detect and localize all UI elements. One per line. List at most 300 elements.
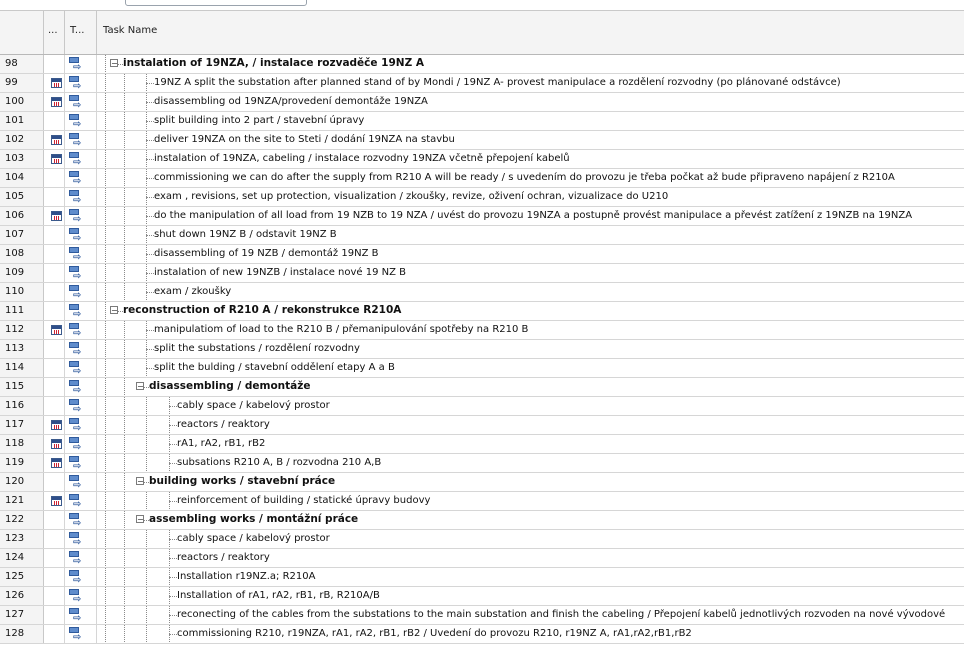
- collapse-toggle-icon[interactable]: −: [111, 59, 118, 68]
- task-row[interactable]: [0, 587, 964, 606]
- row-task-name-cell[interactable]: [97, 549, 964, 567]
- row-id: 121: [5, 495, 25, 506]
- auto-scheduled-task-icon: ⇨: [69, 190, 86, 205]
- row-id: 106: [5, 210, 25, 221]
- row-task-mode-cell[interactable]: [65, 606, 97, 624]
- task-grid: [0, 10, 964, 658]
- tree-line: [105, 359, 107, 377]
- tree-connector: [146, 178, 154, 180]
- task-row[interactable]: [0, 169, 964, 188]
- tree-line: [146, 606, 148, 624]
- task-name: split building into 2 part / stavební úpravy: [154, 115, 365, 126]
- row-task-mode-cell[interactable]: [65, 93, 97, 111]
- task-name: commissioning R210, r19NZA, rA1, rA2, rB1, rB2 / Uvedení do provozu R210, r19NZ A, rA1,rA2,rB1,rB2: [177, 628, 692, 639]
- row-task-mode-cell[interactable]: [65, 131, 97, 149]
- tree-line: [105, 454, 107, 472]
- row-id-cell[interactable]: [0, 226, 44, 244]
- row-task-mode-cell[interactable]: [65, 169, 97, 187]
- collapse-toggle-icon[interactable]: −: [137, 382, 144, 391]
- calendar-constraint-icon: [51, 325, 62, 335]
- tree-line: [105, 150, 107, 168]
- task-row[interactable]: [0, 55, 964, 74]
- row-id-cell[interactable]: [0, 454, 44, 472]
- row-task-name-cell[interactable]: [97, 188, 964, 206]
- row-task-mode-cell[interactable]: [65, 378, 97, 396]
- task-name: exam , revisions, set up protection, visualization / zkoušky, revize, oživení ochran, vizualizace do U210: [154, 191, 669, 202]
- row-indicator-cell: [44, 511, 65, 529]
- task-name: cably space / kabelový prostor: [177, 533, 330, 544]
- tree-line: [124, 340, 126, 358]
- header-task-name-label: Task Name: [103, 25, 158, 36]
- row-task-mode-cell[interactable]: [65, 207, 97, 225]
- tree-line: [124, 150, 126, 168]
- auto-scheduled-task-icon: ⇨: [69, 76, 86, 91]
- auto-scheduled-task-icon: ⇨: [69, 228, 86, 243]
- toolbar-strip: [0, 0, 964, 10]
- tree-connector: [169, 501, 177, 503]
- row-id: 115: [5, 381, 25, 392]
- row-task-name-cell[interactable]: [97, 226, 964, 244]
- task-row[interactable]: [0, 359, 964, 378]
- tree-connector: [146, 121, 154, 123]
- row-task-name-cell[interactable]: [97, 131, 964, 149]
- row-task-name-cell[interactable]: [97, 530, 964, 548]
- auto-scheduled-task-icon: ⇨: [69, 266, 86, 281]
- header-indicators[interactable]: [44, 11, 65, 54]
- collapse-toggle-icon[interactable]: −: [137, 515, 144, 524]
- row-task-name-cell[interactable]: [97, 340, 964, 358]
- row-task-name-cell[interactable]: [97, 207, 964, 225]
- row-id-cell[interactable]: [0, 93, 44, 111]
- row-indicator-cell: [44, 226, 65, 244]
- row-id: 123: [5, 533, 25, 544]
- task-row[interactable]: [0, 473, 964, 492]
- task-row[interactable]: [0, 131, 964, 150]
- task-name: split the substations / rozdělení rozvodny: [154, 343, 360, 354]
- row-id-cell[interactable]: [0, 473, 44, 491]
- row-task-mode-cell[interactable]: [65, 283, 97, 301]
- auto-scheduled-task-icon: ⇨: [69, 570, 86, 585]
- calendar-constraint-icon: [51, 154, 62, 164]
- row-task-mode-cell[interactable]: [65, 55, 97, 73]
- row-id: 104: [5, 172, 25, 183]
- row-id-cell[interactable]: [0, 340, 44, 358]
- header-select-all[interactable]: [0, 11, 44, 54]
- task-row[interactable]: [0, 226, 964, 245]
- tree-line: [124, 112, 126, 130]
- row-task-name-cell[interactable]: [97, 169, 964, 187]
- row-id-cell[interactable]: [0, 378, 44, 396]
- task-name: cably space / kabelový prostor: [177, 400, 330, 411]
- tree-line: [105, 245, 107, 263]
- tree-line: [124, 473, 126, 491]
- row-task-mode-cell[interactable]: [65, 454, 97, 472]
- row-indicator-cell: [44, 530, 65, 548]
- row-task-name-cell[interactable]: [97, 112, 964, 130]
- row-task-name-cell[interactable]: [97, 435, 964, 453]
- row-id-cell[interactable]: [0, 492, 44, 510]
- row-id-cell[interactable]: [0, 549, 44, 567]
- auto-scheduled-task-icon: ⇨: [69, 342, 86, 357]
- header-task-name[interactable]: [97, 11, 964, 54]
- row-id-cell[interactable]: [0, 55, 44, 73]
- row-task-mode-cell[interactable]: [65, 397, 97, 415]
- row-task-name-cell[interactable]: [97, 55, 964, 73]
- tree-line: [105, 473, 107, 491]
- task-name: 19NZ A split the substation after planned stand of by Mondi / 19NZ A- provest manipulace a rozdělení rozvodny (po plánované odstávce): [154, 77, 841, 88]
- row-task-mode-cell[interactable]: [65, 302, 97, 320]
- row-task-mode-cell[interactable]: [65, 340, 97, 358]
- row-id-cell[interactable]: [0, 188, 44, 206]
- tree-connector: [146, 368, 154, 370]
- collapse-toggle-icon[interactable]: −: [111, 306, 118, 315]
- row-id-cell[interactable]: [0, 112, 44, 130]
- task-row[interactable]: [0, 264, 964, 283]
- row-id-cell[interactable]: [0, 264, 44, 282]
- calendar-constraint-icon: [51, 97, 62, 107]
- tree-connector: [169, 463, 177, 465]
- row-task-mode-cell[interactable]: [65, 226, 97, 244]
- task-row[interactable]: [0, 321, 964, 340]
- row-id-cell[interactable]: [0, 511, 44, 529]
- auto-scheduled-task-icon: ⇨: [69, 399, 86, 414]
- row-task-mode-cell[interactable]: [65, 74, 97, 92]
- row-id-cell[interactable]: [0, 321, 44, 339]
- task-row[interactable]: [0, 150, 964, 169]
- tree-connector: [146, 159, 154, 161]
- toolbar-dropdown[interactable]: [125, 0, 307, 6]
- task-row[interactable]: [0, 416, 964, 435]
- row-task-name-cell[interactable]: [97, 150, 964, 168]
- row-task-mode-cell[interactable]: [65, 549, 97, 567]
- task-name: Installation r19NZ.a; R210A: [177, 571, 316, 582]
- tree-line: [105, 492, 107, 510]
- tree-connector: [169, 596, 177, 598]
- task-row[interactable]: [0, 454, 964, 473]
- row-task-mode-cell[interactable]: [65, 150, 97, 168]
- row-id-cell[interactable]: [0, 131, 44, 149]
- row-task-mode-cell[interactable]: [65, 473, 97, 491]
- task-name: exam / zkoušky: [154, 286, 232, 297]
- auto-scheduled-task-icon: ⇨: [69, 437, 86, 452]
- row-id-cell[interactable]: [0, 245, 44, 263]
- row-indicator-cell: [44, 131, 65, 149]
- tree-connector: [146, 254, 154, 256]
- row-indicator-cell: [44, 150, 65, 168]
- row-task-mode-cell[interactable]: [65, 492, 97, 510]
- row-id: 99: [5, 77, 18, 88]
- row-id-cell[interactable]: [0, 587, 44, 605]
- tree-line: [124, 169, 126, 187]
- header-indicators-label: ...: [48, 25, 58, 36]
- tree-connector: [169, 615, 177, 617]
- task-row[interactable]: [0, 74, 964, 93]
- row-id-cell[interactable]: [0, 302, 44, 320]
- row-task-name-cell[interactable]: [97, 625, 964, 643]
- tree-line: [105, 112, 107, 130]
- task-row[interactable]: [0, 283, 964, 302]
- task-row[interactable]: [0, 549, 964, 568]
- tree-line: [124, 131, 126, 149]
- row-task-mode-cell[interactable]: [65, 625, 97, 643]
- row-id: 103: [5, 153, 25, 164]
- row-id-cell[interactable]: [0, 568, 44, 586]
- auto-scheduled-task-icon: ⇨: [69, 95, 86, 110]
- row-id: 111: [5, 305, 25, 316]
- row-task-name-cell[interactable]: [97, 264, 964, 282]
- task-row[interactable]: [0, 302, 964, 321]
- task-row[interactable]: [0, 207, 964, 226]
- row-id: 127: [5, 609, 25, 620]
- task-row[interactable]: [0, 245, 964, 264]
- row-indicator-cell: [44, 245, 65, 263]
- task-name: Installation of rA1, rA2, rB1, rB, R210A/B: [177, 590, 380, 601]
- row-task-name-cell[interactable]: [97, 473, 964, 491]
- tree-line: [124, 378, 126, 396]
- row-id: 120: [5, 476, 25, 487]
- task-row[interactable]: [0, 93, 964, 112]
- calendar-constraint-icon: [51, 420, 62, 430]
- tree-line: [105, 302, 107, 320]
- tree-line: [124, 435, 126, 453]
- tree-line: [124, 207, 126, 225]
- task-name: manipulatiom of load to the R210 B / přemanipulování spotřeby na R210 B: [154, 324, 529, 335]
- auto-scheduled-task-icon: ⇨: [69, 513, 86, 528]
- calendar-constraint-icon: [51, 439, 62, 449]
- task-row[interactable]: [0, 435, 964, 454]
- row-task-name-cell[interactable]: [97, 568, 964, 586]
- row-indicator-cell: [44, 321, 65, 339]
- row-task-name-cell[interactable]: [97, 321, 964, 339]
- tree-line: [124, 264, 126, 282]
- tree-line: [124, 74, 126, 92]
- tree-line: [105, 131, 107, 149]
- tree-line: [105, 55, 107, 73]
- row-indicator-cell: [44, 169, 65, 187]
- task-row[interactable]: [0, 530, 964, 549]
- row-indicator-cell: [44, 473, 65, 491]
- row-id: 125: [5, 571, 25, 582]
- auto-scheduled-task-icon: ⇨: [69, 304, 86, 319]
- row-task-mode-cell[interactable]: [65, 511, 97, 529]
- collapse-toggle-icon[interactable]: −: [137, 477, 144, 486]
- auto-scheduled-task-icon: ⇨: [69, 532, 86, 547]
- row-task-name-cell[interactable]: [97, 283, 964, 301]
- auto-scheduled-task-icon: ⇨: [69, 418, 86, 433]
- row-task-name-cell[interactable]: [97, 74, 964, 92]
- row-id-cell[interactable]: [0, 169, 44, 187]
- calendar-constraint-icon: [51, 78, 62, 88]
- row-indicator-cell: [44, 378, 65, 396]
- tree-line: [146, 587, 148, 605]
- tree-connector: [169, 425, 177, 427]
- tree-connector: [169, 558, 177, 560]
- task-row[interactable]: [0, 492, 964, 511]
- row-task-name-cell[interactable]: [97, 359, 964, 377]
- task-name: disassembling of 19 NZB / demontáž 19NZ B: [154, 248, 379, 259]
- auto-scheduled-task-icon: ⇨: [69, 323, 86, 338]
- row-id: 124: [5, 552, 25, 563]
- row-task-name-cell[interactable]: [97, 511, 964, 529]
- task-name: rA1, rA2, rB1, rB2: [177, 438, 266, 449]
- tree-line: [124, 245, 126, 263]
- row-id-cell[interactable]: [0, 150, 44, 168]
- auto-scheduled-task-icon: ⇨: [69, 152, 86, 167]
- row-id: 119: [5, 457, 25, 468]
- row-indicator-cell: [44, 283, 65, 301]
- row-task-mode-cell[interactable]: [65, 587, 97, 605]
- auto-scheduled-task-icon: ⇨: [69, 608, 86, 623]
- header-task-mode[interactable]: [65, 11, 97, 54]
- row-id-cell[interactable]: [0, 625, 44, 643]
- row-id: 98: [5, 58, 18, 69]
- task-row[interactable]: [0, 188, 964, 207]
- tree-line: [124, 226, 126, 244]
- row-id: 116: [5, 400, 25, 411]
- row-id-cell[interactable]: [0, 606, 44, 624]
- task-name: commissioning we can do after the supply from R210 A will be ready / s uvedením do provozu je třeba počkat až bude připraveno napájení z R210A: [154, 172, 895, 183]
- row-id: 112: [5, 324, 25, 335]
- tree-line: [105, 416, 107, 434]
- row-id: 122: [5, 514, 25, 525]
- auto-scheduled-task-icon: ⇨: [69, 361, 86, 376]
- tree-line: [146, 492, 148, 510]
- row-indicator-cell: [44, 340, 65, 358]
- task-row[interactable]: [0, 568, 964, 587]
- tree-connector: [169, 634, 177, 636]
- row-id-cell[interactable]: [0, 530, 44, 548]
- header-task-mode-label: T...: [70, 25, 85, 36]
- auto-scheduled-task-icon: ⇨: [69, 171, 86, 186]
- row-task-name-cell[interactable]: [97, 454, 964, 472]
- tree-line: [105, 511, 107, 529]
- tree-line: [105, 283, 107, 301]
- row-task-mode-cell[interactable]: [65, 435, 97, 453]
- tree-line: [105, 606, 107, 624]
- task-name: subsations R210 A, B / rozvodna 210 A,B: [177, 457, 382, 468]
- tree-line: [105, 93, 107, 111]
- auto-scheduled-task-icon: ⇨: [69, 133, 86, 148]
- task-name: split the bulding / stavební oddělení etapy A a B: [154, 362, 395, 373]
- row-task-name-cell[interactable]: [97, 397, 964, 415]
- tree-line: [146, 625, 148, 643]
- row-id-cell[interactable]: [0, 359, 44, 377]
- task-name: do the manipulation of all load from 19 NZB to 19 NZA / uvést do provozu 19NZA a postupně provést manipulace a převést zatížení z 19NZB na 19NZA: [154, 210, 913, 221]
- task-row[interactable]: [0, 397, 964, 416]
- calendar-constraint-icon: [51, 211, 62, 221]
- task-row[interactable]: [0, 340, 964, 359]
- tree-connector: [146, 102, 154, 104]
- row-task-mode-cell[interactable]: [65, 359, 97, 377]
- tree-line: [105, 587, 107, 605]
- row-indicator-cell: [44, 74, 65, 92]
- row-id: 109: [5, 267, 25, 278]
- row-task-name-cell[interactable]: [97, 378, 964, 396]
- task-name: reactors / reaktory: [177, 552, 270, 563]
- tree-line: [105, 549, 107, 567]
- row-id: 117: [5, 419, 25, 430]
- row-task-name-cell[interactable]: [97, 606, 964, 624]
- task-row[interactable]: [0, 112, 964, 131]
- row-task-mode-cell[interactable]: [65, 245, 97, 263]
- row-task-name-cell[interactable]: [97, 93, 964, 111]
- row-task-name-cell[interactable]: [97, 245, 964, 263]
- tree-line: [146, 454, 148, 472]
- tree-line: [124, 283, 126, 301]
- row-id-cell[interactable]: [0, 283, 44, 301]
- tree-line: [105, 74, 107, 92]
- row-task-name-cell[interactable]: [97, 416, 964, 434]
- row-task-name-cell[interactable]: [97, 302, 964, 320]
- row-id: 102: [5, 134, 25, 145]
- row-task-mode-cell[interactable]: [65, 264, 97, 282]
- calendar-constraint-icon: [51, 496, 62, 506]
- row-task-name-cell[interactable]: [97, 587, 964, 605]
- tree-line: [105, 378, 107, 396]
- row-id-cell[interactable]: [0, 416, 44, 434]
- row-task-mode-cell[interactable]: [65, 568, 97, 586]
- task-row[interactable]: [0, 511, 964, 530]
- auto-scheduled-task-icon: ⇨: [69, 475, 86, 490]
- auto-scheduled-task-icon: ⇨: [69, 209, 86, 224]
- row-task-mode-cell[interactable]: [65, 188, 97, 206]
- tree-line: [105, 321, 107, 339]
- tree-line: [105, 568, 107, 586]
- tree-connector: [146, 197, 154, 199]
- row-indicator-cell: [44, 359, 65, 377]
- row-indicator-cell: [44, 435, 65, 453]
- tree-line: [124, 511, 126, 529]
- row-task-mode-cell[interactable]: [65, 530, 97, 548]
- tree-line: [124, 530, 126, 548]
- row-task-mode-cell[interactable]: [65, 321, 97, 339]
- summary-task-name: instalation of 19NZA, / instalace rozvaděče 19NZ A: [123, 57, 424, 69]
- row-id-cell[interactable]: [0, 397, 44, 415]
- row-task-mode-cell[interactable]: [65, 416, 97, 434]
- tree-line: [105, 188, 107, 206]
- tree-line: [124, 625, 126, 643]
- auto-scheduled-task-icon: ⇨: [69, 494, 86, 509]
- auto-scheduled-task-icon: ⇨: [69, 627, 86, 642]
- tree-line: [105, 226, 107, 244]
- tree-line: [124, 606, 126, 624]
- row-id-cell[interactable]: [0, 74, 44, 92]
- row-id-cell[interactable]: [0, 207, 44, 225]
- summary-task-name: disassembling / demontáže: [149, 380, 311, 392]
- tree-line: [124, 359, 126, 377]
- tree-connector: [169, 406, 177, 408]
- row-task-mode-cell[interactable]: [65, 112, 97, 130]
- tree-connector: [146, 235, 154, 237]
- tree-line: [124, 416, 126, 434]
- auto-scheduled-task-icon: ⇨: [69, 551, 86, 566]
- task-name: reconecting of the cables from the substations to the main substation and finish the cabeling / Přepojení kabelů jednotlivých rozvoden na nové vývodové: [177, 609, 946, 620]
- tree-line: [124, 549, 126, 567]
- task-row[interactable]: [0, 625, 964, 644]
- row-indicator-cell: [44, 606, 65, 624]
- tree-line: [124, 568, 126, 586]
- tree-connector: [146, 273, 154, 275]
- task-row[interactable]: [0, 378, 964, 397]
- tree-connector: [146, 140, 154, 142]
- task-row[interactable]: [0, 606, 964, 625]
- row-indicator-cell: [44, 492, 65, 510]
- row-task-name-cell[interactable]: [97, 492, 964, 510]
- row-indicator-cell: [44, 55, 65, 73]
- task-name: instalation of 19NZA, cabeling / instalace rozvodny 19NZA včetně přepojení kabelů: [154, 153, 570, 164]
- tree-connector: [169, 444, 177, 446]
- row-id-cell[interactable]: [0, 435, 44, 453]
